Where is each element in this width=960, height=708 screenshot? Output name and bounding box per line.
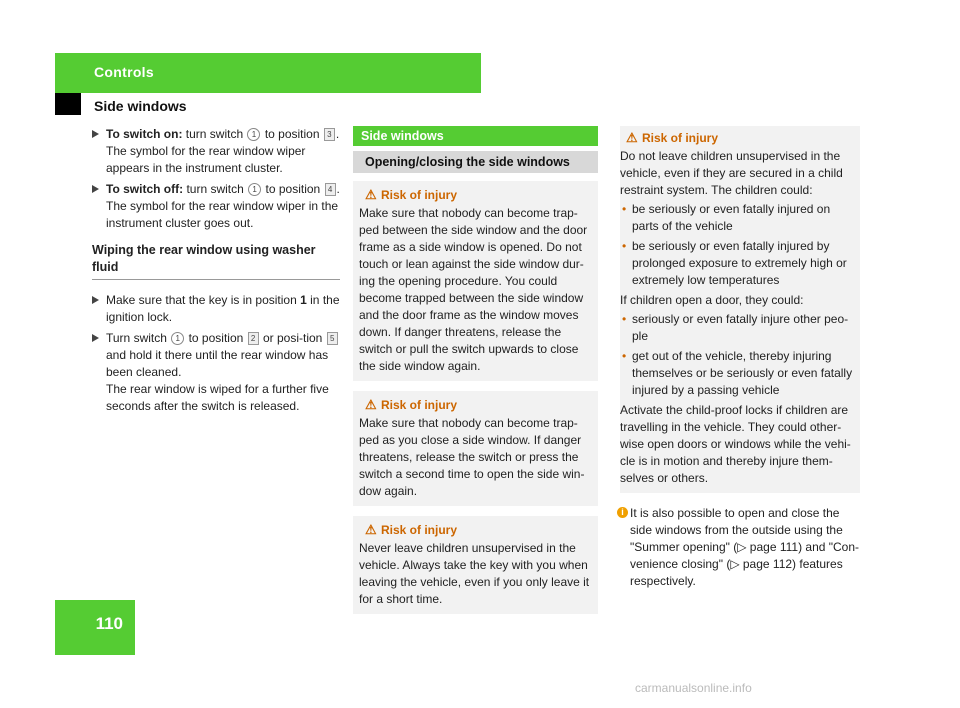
step-arrow-icon — [92, 334, 99, 342]
key-position: 1 — [300, 293, 307, 307]
list-item: • be seriously or even fatally injured by prolonged exposure to extremely high or extremely low temperatures — [622, 239, 847, 287]
switch-number: 1 — [247, 128, 260, 141]
column-middle — [353, 126, 598, 614]
step-text: turn switch — [185, 127, 244, 141]
warning-text: Never leave children unsupervised in the vehicle. Always take the key with you when leaving the vehicle, even if you only leave it for a short time. — [359, 541, 590, 606]
step-key-position — [92, 292, 340, 326]
warning-box — [353, 516, 598, 614]
list-item: • be seriously or even fatally injured on parts of the vehicle — [622, 202, 831, 233]
watermark: carmanualsonline.info — [635, 681, 752, 695]
step-switch-on — [92, 126, 340, 177]
warning-intro: If children open a door, they could: — [620, 293, 804, 307]
step-switch-off — [92, 181, 340, 232]
info-icon: i — [617, 507, 628, 518]
column-left — [92, 126, 340, 419]
section-title: Controls — [94, 64, 154, 80]
section-bar: Side windows — [353, 126, 598, 146]
step-text: and hold it there until the rear window has been cleaned. — [106, 348, 329, 379]
subheading-washer: Wiping the rear window using washer fluid — [92, 242, 340, 280]
step-text: Make sure that the key is in position — [106, 293, 297, 307]
switch-number: 1 — [248, 183, 261, 196]
step-text: Turn switch — [106, 331, 167, 345]
step-text: in the ignition lock. — [106, 293, 340, 324]
warning-intro: Do not leave children unsupervised in the vehicle, even if they are secured in a child restraint system. The children could: — [620, 149, 843, 197]
step-note: The symbol for the rear window wiper in the instrument cluster goes out. — [106, 199, 339, 230]
warning-title: Risk of injury — [381, 398, 458, 412]
info-note — [620, 505, 860, 590]
position-number: 5 — [327, 332, 338, 345]
step-note: The rear window is wiped for a further five seconds after the switch is released. — [106, 382, 329, 413]
step-text: to position — [188, 331, 244, 345]
step-label: To switch off: — [106, 182, 184, 196]
topic-heading: Opening/closing the side windows — [353, 151, 598, 173]
warning-text: Make sure that nobody can become trap-ped between the side window and the door frame as a side window is opened. Do not touch or lean against the side window dur-ing the opening procedure. You could become trapped between the side window and the door frame as the window moves down. If danger threatens, release the switch or pull the switch upwards to close the side window again. — [359, 206, 588, 373]
warning-triangle-icon: ⚠ — [365, 522, 377, 537]
warning-title: Risk of injury — [642, 131, 719, 145]
step-text: or posi-tion — [262, 331, 323, 345]
step-text: to position — [265, 182, 321, 196]
list-item: • seriously or even fatally injure other peo-ple — [622, 312, 849, 343]
info-text: It is also possible to open and close the side windows from the outside using the "Summer opening" (▷ page 111) and "Con-venience closing" (▷ page 112) features respectively. — [630, 506, 860, 588]
column-right — [620, 126, 860, 590]
warning-triangle-icon: ⚠ — [365, 397, 377, 412]
switch-number: 1 — [171, 332, 184, 345]
warning-title: Risk of injury — [381, 188, 458, 202]
subsection-title: Side windows — [94, 98, 187, 114]
step-text: turn switch — [186, 182, 244, 196]
step-arrow-icon — [92, 130, 99, 138]
warning-triangle-icon: ⚠ — [626, 130, 638, 145]
position-number: 3 — [324, 128, 335, 141]
header-marker — [55, 93, 81, 115]
position-number: 4 — [325, 183, 336, 196]
warning-box — [620, 126, 860, 493]
warning-closing: Activate the child-proof locks if children are travelling in the vehicle. They could other-wise open doors or windows while the vehi-cle is in motion and thereby injure them-selves or others. — [620, 403, 851, 485]
step-turn-switch — [92, 330, 340, 415]
step-text: . — [336, 182, 340, 196]
step-text: . — [335, 127, 340, 141]
warning-title: Risk of injury — [381, 523, 458, 537]
step-arrow-icon — [92, 185, 99, 193]
step-arrow-icon — [92, 296, 99, 304]
step-text: to position — [264, 127, 320, 141]
step-label: To switch on: — [106, 127, 183, 141]
page-number: 110 — [55, 600, 135, 655]
list-item: • get out of the vehicle, thereby injuring themselves or be seriously or even fatally injured by a passing vehicle — [622, 349, 853, 397]
warning-triangle-icon: ⚠ — [365, 187, 377, 202]
warning-box — [353, 391, 598, 506]
warning-text: Make sure that nobody can become trap-ped as you close a side window. If danger threatens, release the switch or press the switch a second time to open the side win-dow again. — [359, 416, 585, 498]
position-number: 2 — [248, 332, 259, 345]
step-note: The symbol for the rear window wiper appears in the instrument cluster. — [106, 144, 306, 175]
warning-box — [353, 181, 598, 381]
